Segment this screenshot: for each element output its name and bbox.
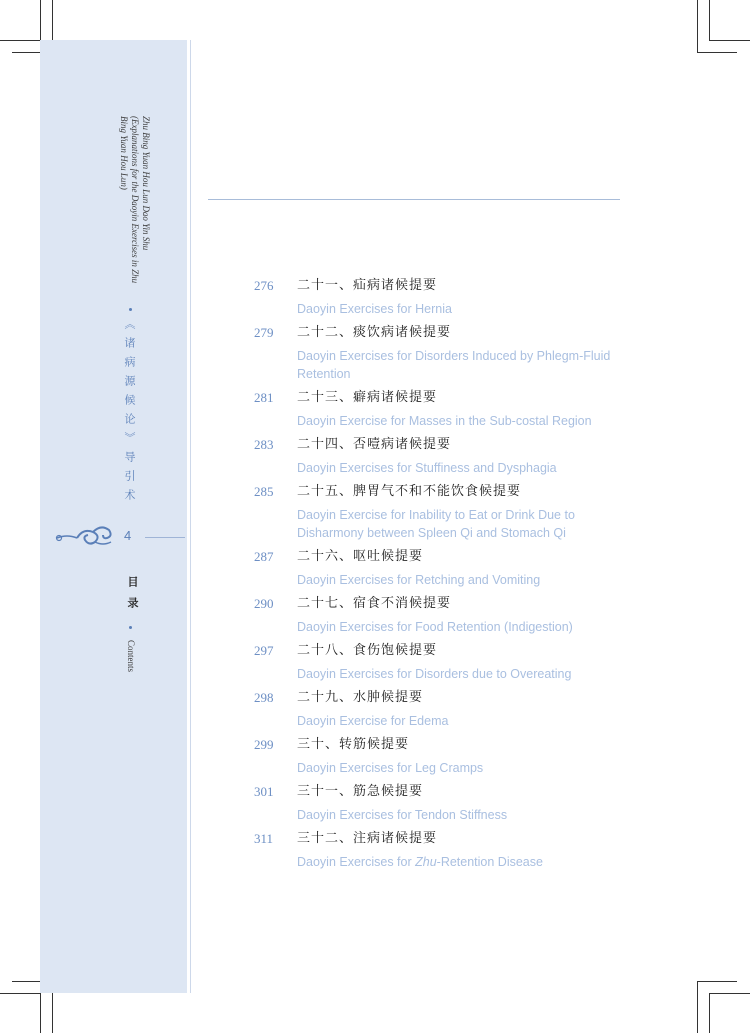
sidebar-divider (190, 40, 191, 993)
toc-title-chinese: 三十二、注病诸候提要 (297, 831, 438, 846)
toc-title-chinese: 二十一、疝病诸候提要 (297, 278, 438, 293)
toc-page-number: 279 (254, 325, 274, 340)
toc-title-english: Daoyin Exercises for Retching and Vomiting (297, 573, 541, 587)
toc-title-prefix: Daoyin Exercises for (297, 855, 416, 869)
toc-page-number: 281 (254, 390, 274, 405)
cloud-ornament-icon (55, 522, 117, 550)
page-number: 4 (124, 528, 132, 543)
toc-title-english: Daoyin Exercises for Stuffiness and Dysphagia (297, 461, 557, 475)
crop-mark (709, 0, 710, 40)
toc-title-italic: Zhu (415, 855, 437, 869)
toc-title-chinese: 二十六、呕吐候提要 (297, 549, 424, 564)
toc-entry[interactable] (254, 734, 614, 777)
toc-title-english: Daoyin Exercises for Hernia (297, 302, 452, 316)
toc-title-chinese: 三十、转筋候提要 (297, 737, 410, 752)
toc-page-number: 290 (254, 596, 274, 611)
toc-title-chinese: 二十二、痰饮病诸候提要 (297, 325, 452, 340)
toc-title-chinese: 二十三、癖病诸候提要 (297, 390, 438, 405)
toc-title-chinese: 三十一、筋急候提要 (297, 784, 424, 799)
toc-title-chinese: 二十五、脾胃气不和不能饮食候提要 (297, 484, 522, 499)
toc-title-english: Daoyin Exercises for Disorders Induced by Phlegm-Fluid Retention (297, 349, 611, 381)
crop-mark (697, 981, 737, 982)
toc-entry[interactable] (254, 781, 614, 824)
toc-page-number: 276 (254, 278, 274, 293)
crop-mark (709, 993, 710, 1033)
toc-page-number: 301 (254, 784, 274, 799)
toc-entry[interactable] (254, 387, 614, 430)
crop-mark (709, 40, 750, 41)
toc-title-english: Daoyin Exercises for Disorders due to Overeating (297, 667, 572, 681)
toc-title-english: Daoyin Exercises for Tendon Stiffness (297, 808, 508, 822)
toc-page-number: 285 (254, 484, 274, 499)
table-of-contents (254, 275, 614, 875)
sidebar-panel (40, 40, 187, 993)
toc-page-number: 299 (254, 737, 274, 752)
ornament-rule (145, 537, 185, 538)
toc-page-number: 287 (254, 549, 274, 564)
toc-title-chinese: 二十四、否噎病诸候提要 (297, 437, 452, 452)
section-title-english: Contents (126, 640, 136, 673)
crop-mark (697, 52, 737, 53)
series-title-chinese: 《诸病源候论》导引术 (123, 318, 136, 508)
crop-mark (40, 993, 41, 1033)
toc-entry[interactable] (254, 275, 614, 318)
toc-title-english: Daoyin Exercise for Masses in the Sub-costal Region (297, 414, 592, 428)
toc-page-number: 311 (254, 831, 274, 846)
crop-mark (40, 0, 41, 40)
series-title-english: Zhu Bing Yuan Hou Lun Dao Yin Shu (Explanations for the Daoyin Exercises in Zhu Bing Yuan Hou Lun) (119, 116, 151, 284)
toc-title-chinese: 二十九、水肿候提要 (297, 690, 424, 705)
toc-page-number: 298 (254, 690, 274, 705)
toc-entry[interactable] (254, 640, 614, 683)
toc-entry[interactable] (254, 481, 614, 542)
header-rule (208, 199, 620, 200)
toc-title-english: Daoyin Exercise for Inability to Eat or Drink Due to Disharmony between Spleen Qi and Stomach Qi (297, 508, 575, 540)
toc-entry[interactable] (254, 828, 614, 871)
separator-dot (129, 308, 132, 311)
toc-title-english: Daoyin Exercise for Edema (297, 714, 449, 728)
separator-dot (129, 626, 132, 629)
crop-mark (0, 40, 40, 41)
crop-mark (709, 993, 750, 994)
toc-entry[interactable] (254, 322, 614, 383)
section-title-chinese: 目录 (126, 576, 139, 618)
toc-entry[interactable] (254, 546, 614, 589)
toc-page-number: 297 (254, 643, 274, 658)
toc-title-chinese: 二十八、食伤饱候提要 (297, 643, 438, 658)
toc-title-english: Daoyin Exercises for Leg Cramps (297, 761, 484, 775)
toc-entry[interactable] (254, 593, 614, 636)
toc-entry[interactable] (254, 687, 614, 730)
toc-title-chinese: 二十七、宿食不消候提要 (297, 596, 452, 611)
crop-mark (0, 993, 40, 994)
toc-title-english (297, 853, 614, 871)
crop-mark (697, 0, 698, 52)
toc-title-suffix: -Retention Disease (436, 855, 543, 869)
crop-mark (697, 981, 698, 1033)
toc-entry[interactable] (254, 434, 614, 477)
toc-title-english: Daoyin Exercises for Food Retention (Indigestion) (297, 620, 573, 634)
toc-page-number: 283 (254, 437, 274, 452)
